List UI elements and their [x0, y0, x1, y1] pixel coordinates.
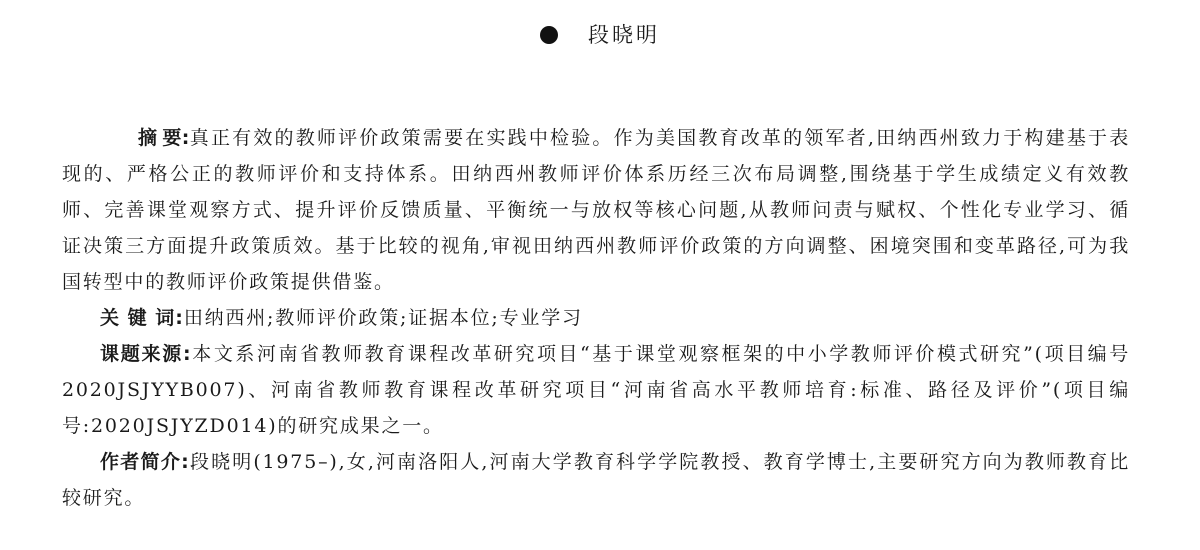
keywords-label: 关 键 词: [100, 307, 184, 329]
article-front-matter [62, 120, 1130, 516]
funding-label: 课题来源: [100, 343, 192, 365]
funding-text: 本文系河南省教师教育课程改革研究项目“基于课堂观察框架的中小学教师评价模式研究”(项目编号 2020JSJYYB007)、河南省教师教育课程改革研究项目“河南省高水平教师培育:标准、路径及评价”(项目编号:2020JSJYZD014)的研究成果之一。 [62, 343, 1130, 437]
author-line [0, 18, 1200, 52]
abstract-label [100, 127, 189, 149]
funding-paragraph [62, 336, 1130, 444]
abstract-paragraph [62, 120, 1130, 300]
author-bio-text: 段晓明(1975–),女,河南洛阳人,河南大学教育科学学院教授、教育学博士,主要研究方向为教师教育比较研究。 [62, 451, 1130, 509]
author-name: 段晓明 [588, 23, 660, 47]
bullet-icon [540, 26, 558, 44]
keywords-text: 田纳西州;教师评价政策;证据本位;专业学习 [183, 307, 583, 329]
author-bio-paragraph [62, 444, 1130, 516]
abstract-text: 真正有效的教师评价政策需要在实践中检验。作为美国教育改革的领军者,田纳西州致力于构建基于表现的、严格公正的教师评价和支持体系。田纳西州教师评价体系历经三次布局调整,围绕基于学生成绩定义有效教师、完善课堂观察方式、提升评价反馈质量、平衡统一与放权等核心问题,从教师问责与赋权、个性化专业学习、循证决策三方面提升政策质效。基于比较的视角,审视田纳西州教师评价政策的方向调整、困境突围和变革路径,可为我国转型中的教师评价政策提供借鉴。 [62, 127, 1130, 293]
abstract-label-char-2: 要: [162, 127, 190, 149]
abstract-label-char-1: 摘 [138, 127, 158, 149]
author-bio-label: 作者简介: [100, 451, 190, 473]
keywords-paragraph [62, 300, 1130, 336]
